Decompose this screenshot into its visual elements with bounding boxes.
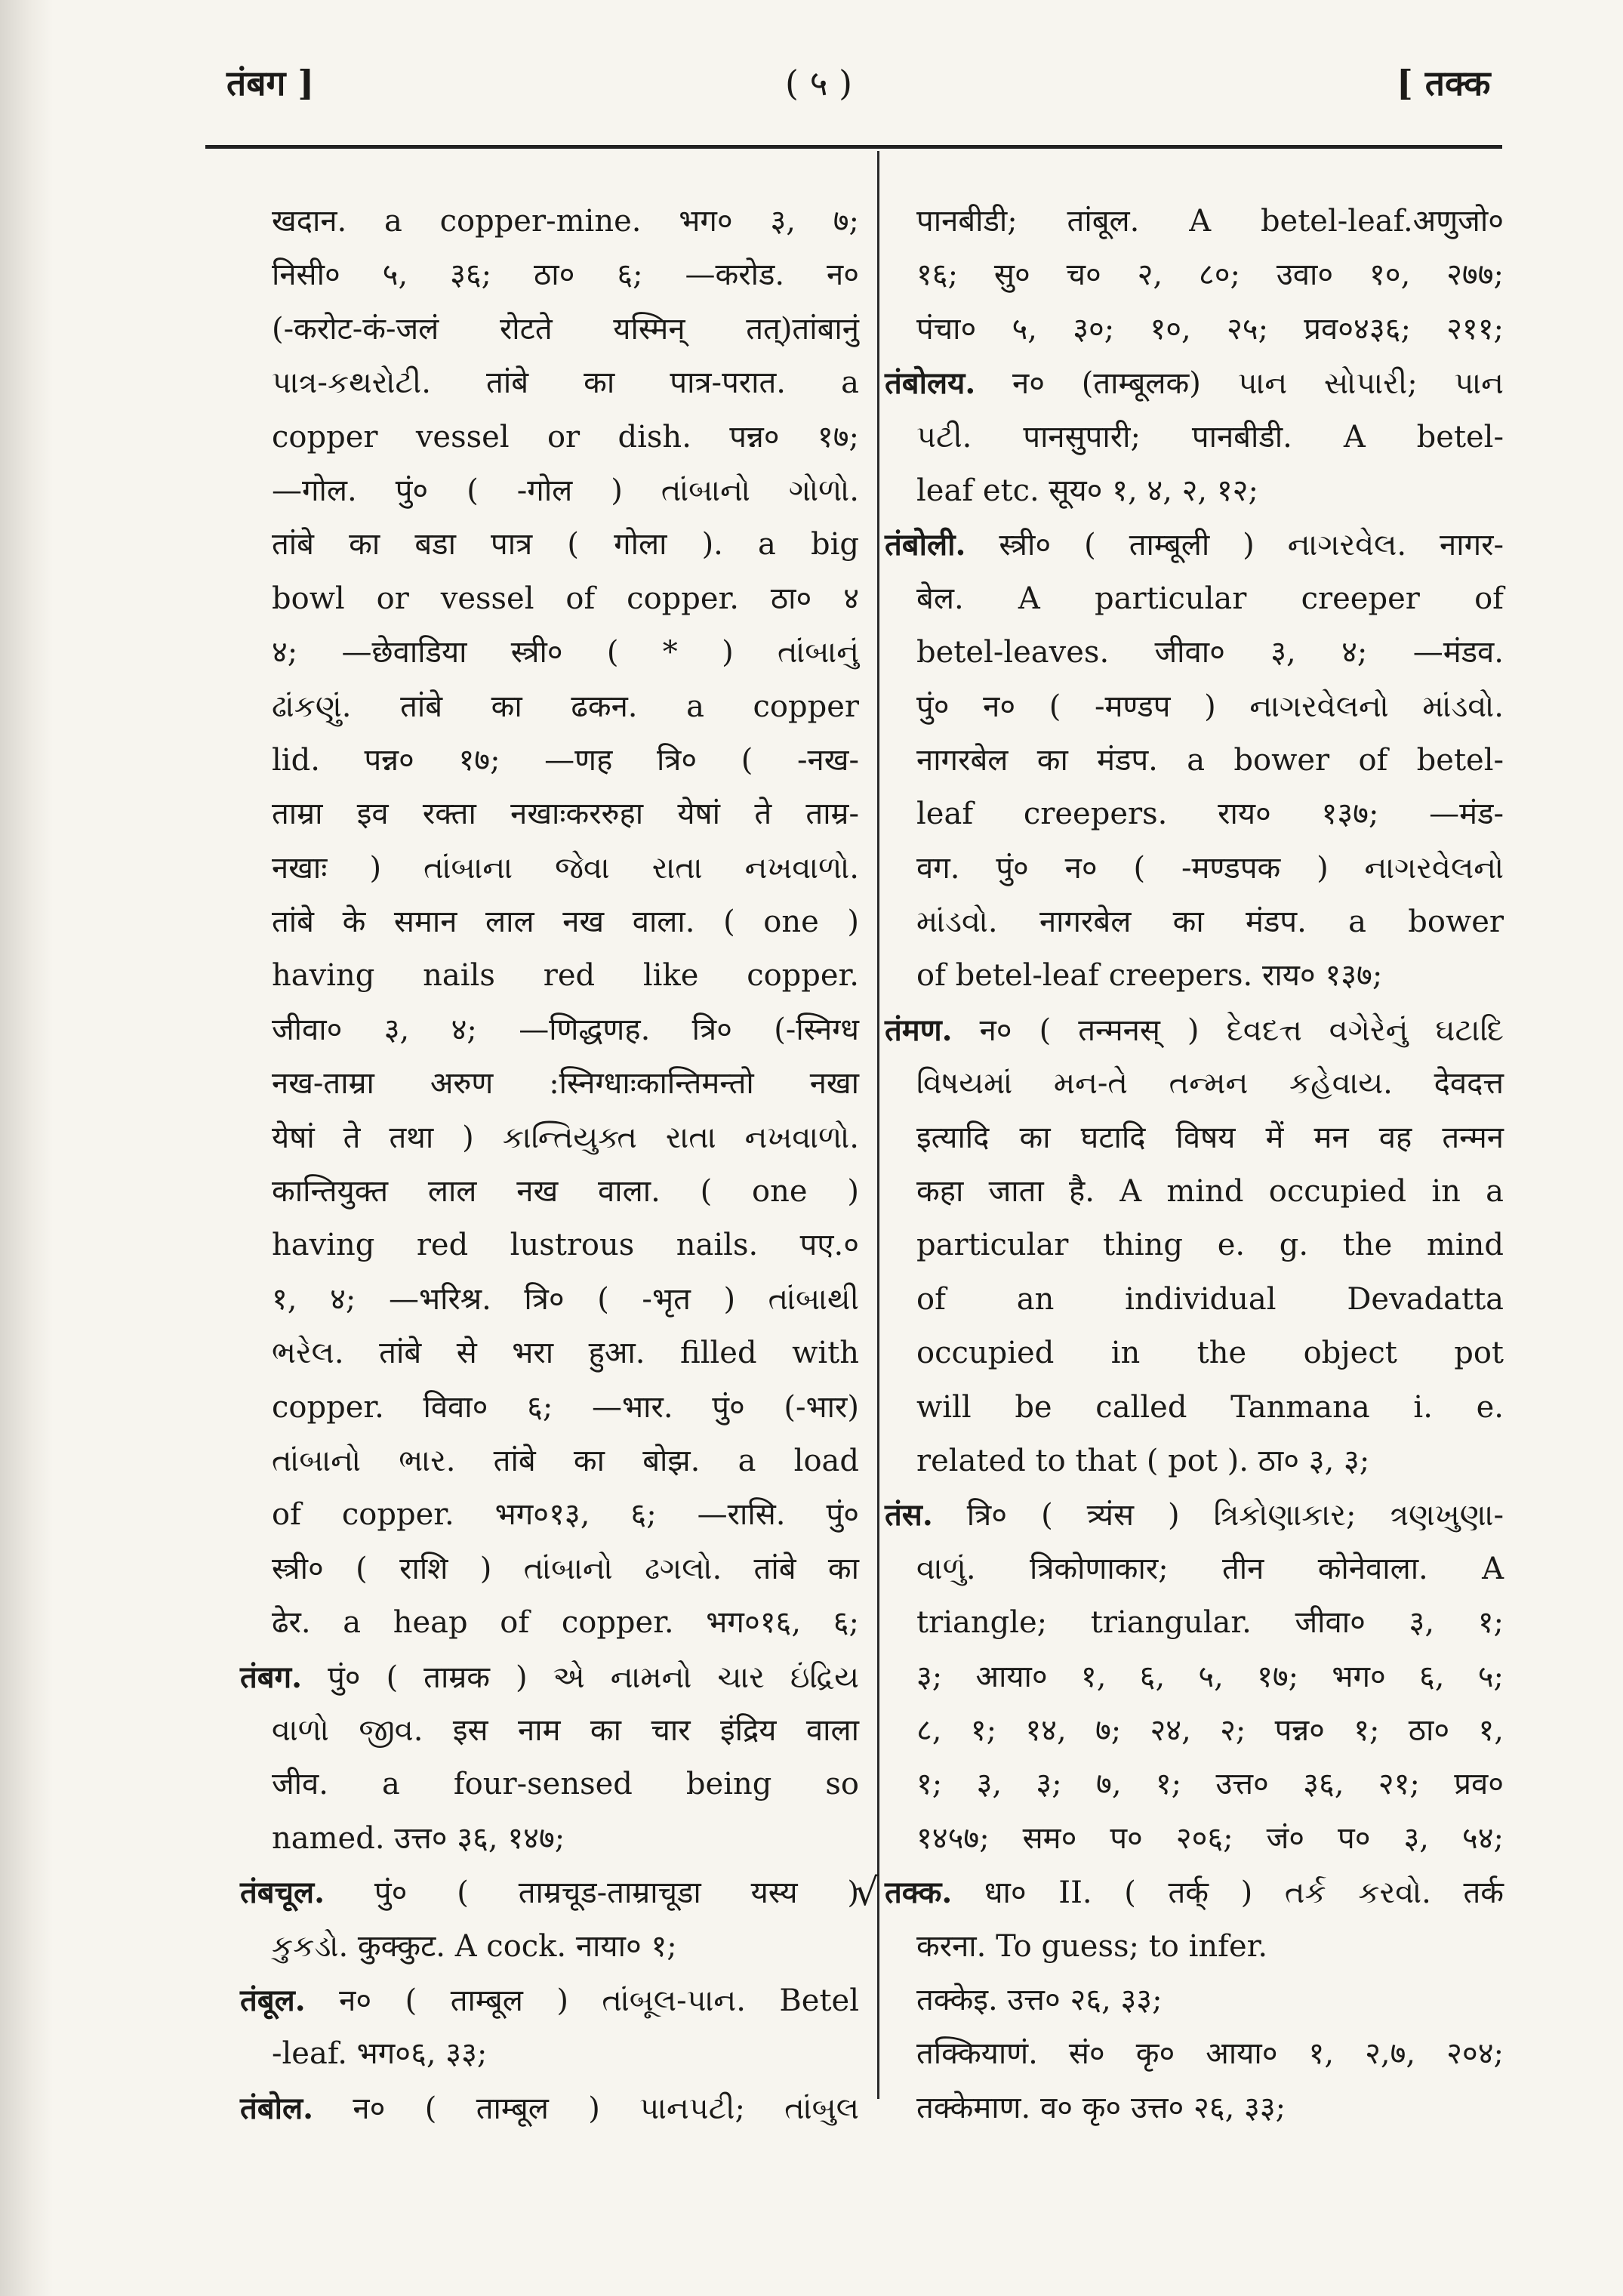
entry-text: leaf creepers. राय० १३७; —मंड- bbox=[916, 797, 1504, 832]
entry-text: -leaf. भग०६, ३३; bbox=[272, 2036, 488, 2072]
entry-line bbox=[885, 464, 1504, 518]
entry-line bbox=[885, 895, 1504, 949]
entry-text: तक्केइ. उत्त० २६, ३३; bbox=[916, 1982, 1163, 2017]
entry-text: ભરેલ. तांबे से भरा हुआ. filled with bbox=[272, 1336, 859, 1371]
entry-line bbox=[240, 949, 859, 1003]
entry-line bbox=[240, 1165, 859, 1219]
entry-text: इत्यादि का घटादि विषय में मन वह तन्मन bbox=[916, 1120, 1504, 1155]
entry-text: १६; सु० च० २, ८०; उवा० १०, २७७; bbox=[916, 257, 1504, 293]
entry-text: related to that ( pot ). ठा० ३, ३; bbox=[916, 1443, 1370, 1478]
column-divider bbox=[877, 151, 879, 2099]
entry-line bbox=[240, 1488, 859, 1542]
entry-line bbox=[885, 1057, 1504, 1111]
entry-text: जीव. a four-sensed being so bbox=[272, 1767, 859, 1802]
entry-text: of copper. भग०१३, ६; —रासि. पुं० bbox=[272, 1497, 859, 1533]
entry-text: ઢાંકણું. तांबे का ढकन. a copper bbox=[272, 689, 859, 724]
entry-text: पुं० न० ( -मण्डप ) નાગરવેલનો માંડવો. bbox=[916, 689, 1504, 724]
entry-text: named. उत्त० ३६, १४७; bbox=[272, 1820, 565, 1856]
entry-line bbox=[885, 842, 1504, 895]
entry-text: कहा जाता है. A mind occupied in a bbox=[916, 1174, 1504, 1210]
headword-entry: तंबग. पुं० ( ताम्रक ) એ નામનો ચાર ઇંદ્રિય bbox=[240, 1659, 859, 1695]
entry-line bbox=[885, 949, 1504, 1003]
entry-line bbox=[885, 1704, 1504, 1758]
entry-line bbox=[885, 2082, 1504, 2135]
headword-line bbox=[885, 356, 1504, 410]
entry-text: कान्तियुक्त लाल नख वाला. ( one ) bbox=[272, 1174, 859, 1210]
entry-text: occupied in the object pot bbox=[916, 1336, 1504, 1371]
entry-line bbox=[885, 1596, 1504, 1650]
entry-line bbox=[240, 1812, 859, 1866]
entry-text: तक्केमाण. व० कृ० उत्त० २६, ३३; bbox=[916, 2090, 1286, 2125]
entry-line bbox=[240, 1758, 859, 1811]
entry-text: —गोल. पुं० ( -गोल ) તાંબાનો ગોળો. bbox=[272, 473, 859, 508]
entry-text: of betel-leaf creepers. राय० १३७; bbox=[916, 958, 1383, 994]
entry-line bbox=[240, 1435, 859, 1488]
entry-line bbox=[240, 2027, 859, 2081]
entry-line bbox=[240, 734, 859, 787]
headword-line bbox=[240, 1650, 859, 1704]
entry-text: (-करोट-कं-जलं रोटते यस्मिन् तत्)तांबानुं bbox=[272, 311, 859, 347]
entry-line bbox=[240, 895, 859, 949]
entry-line bbox=[240, 303, 859, 356]
headword: तंबग. bbox=[240, 1659, 303, 1695]
entry-line bbox=[240, 1704, 859, 1758]
entry-line bbox=[240, 195, 859, 248]
entry-text: particular thing e. g. the mind bbox=[916, 1228, 1504, 1263]
entry-text: betel-leaves. जीवा० ३, ४; —मंडव. bbox=[916, 635, 1504, 670]
headword-line bbox=[885, 518, 1504, 572]
entry-line bbox=[885, 2027, 1504, 2081]
headword-entry: तंबोली. स्त्री० ( ताम्बूली ) નાગરવેલ. नागर- bbox=[885, 527, 1504, 563]
header-rule bbox=[205, 145, 1502, 149]
headword-entry: तंबोलय. न० (ताम्बूलक) પાન સોપારી; પાન bbox=[885, 365, 1504, 402]
entry-text: ४; —छेवाडिया स्त्री० ( * ) તાંબાનું bbox=[272, 635, 859, 670]
scanned-page-edge bbox=[0, 0, 53, 2296]
entry-line bbox=[885, 1327, 1504, 1380]
entry-line bbox=[240, 1381, 859, 1435]
entry-line bbox=[240, 1111, 859, 1165]
entry-line bbox=[885, 626, 1504, 680]
headword-line bbox=[240, 1974, 859, 2027]
headword: तंमण. bbox=[885, 1012, 953, 1048]
headword: तंबचूल. bbox=[240, 1875, 325, 1911]
entry-line bbox=[885, 1542, 1504, 1596]
entry-text: તાંબાનો ભાર. तांबे का बोझ. a load bbox=[272, 1443, 859, 1478]
entry-line bbox=[885, 1381, 1504, 1435]
entry-line bbox=[885, 1435, 1504, 1488]
entry-line bbox=[885, 1920, 1504, 1974]
root-mark-icon: √ bbox=[855, 1870, 879, 1915]
entry-text: leaf etc. सूय० १, ४, २, १२; bbox=[916, 473, 1258, 508]
entry-text: बेल. A particular creeper of bbox=[916, 581, 1504, 616]
headword-line bbox=[855, 1866, 1504, 1919]
entry-text: કુકડો. कुक्कुट. A cock. नाया० १; bbox=[272, 1928, 677, 1964]
entry-line bbox=[240, 1003, 859, 1057]
entry-text: खदान. a copper-mine. भग० ३, ७; bbox=[272, 204, 859, 239]
headword-entry: तंबूल. न० ( ताम्बूल ) તાંબૂલ-પાન. Betel bbox=[240, 1982, 859, 2018]
entry-text: तांबे का बडा पात्र ( गोला ). a big bbox=[272, 527, 859, 562]
entry-line bbox=[240, 1327, 859, 1380]
entry-text: પટી. पानसुपारी; पानबीडी. A betel- bbox=[916, 419, 1504, 455]
entry-text: ताम्रा इव रक्ता नखाःकररुहा येषां ते ताम्र- bbox=[272, 797, 859, 832]
entry-line bbox=[240, 411, 859, 464]
entry-text: करना. To guess; to infer. bbox=[916, 1928, 1268, 1964]
entry-text: lid. पन्न० १७; —णह त्रि० ( -नख- bbox=[272, 742, 859, 778]
entry-text: येषां ते तथा ) કાન્તિયુક્ત રાતા નખવાળો. bbox=[272, 1120, 859, 1155]
entry-line bbox=[885, 1219, 1504, 1272]
entry-line bbox=[885, 734, 1504, 787]
entry-text: ८, १; १४, ७; २४, २; पन्न० १; ठा० १, bbox=[916, 1712, 1504, 1748]
entry-text: copper. विवा० ६; —भार. पुं० (-भार) bbox=[272, 1389, 859, 1425]
entry-text: triangle; triangular. जीवा० ३, १; bbox=[916, 1605, 1504, 1641]
entry-line bbox=[240, 464, 859, 518]
entry-text: जीवा० ३, ४; —णिद्धणह. त्रि० (-स्निग्ध bbox=[272, 1012, 859, 1047]
entry-line bbox=[240, 1596, 859, 1650]
entry-text: निसी० ५, ३६; ठा० ६; —करोड. न० bbox=[272, 257, 859, 293]
entry-line bbox=[885, 572, 1504, 626]
headword-line bbox=[240, 2082, 859, 2135]
entry-text: नागरबेल का मंडप. a bower of betel- bbox=[916, 742, 1504, 778]
left-column bbox=[240, 195, 859, 2135]
headword-line bbox=[240, 1866, 859, 1919]
entry-text: पंचा० ५, ३०; १०, २५; प्रव०४३६; २११; bbox=[916, 311, 1504, 347]
entry-line bbox=[885, 248, 1504, 302]
entry-line bbox=[240, 572, 859, 626]
entry-text: વાળું. त्रिकोणाकार; तीन कोनेवाला. A bbox=[916, 1551, 1504, 1586]
headword-line bbox=[885, 1488, 1504, 1542]
entry-text: having red lustrous nails. पए.० bbox=[272, 1228, 859, 1263]
headword-line bbox=[885, 1003, 1504, 1057]
entry-line bbox=[240, 1542, 859, 1596]
entry-line bbox=[240, 356, 859, 410]
entry-line bbox=[240, 518, 859, 572]
entry-line bbox=[885, 195, 1504, 248]
entry-text: १, ४; —भरिश्र. त्रि० ( -भृत ) તાંબાથી bbox=[272, 1281, 859, 1317]
entry-text: bowl or vessel of copper. ठा० ४ bbox=[272, 581, 859, 616]
entry-text: ३; आया० १, ६, ५, १७; भग० ६, ५; bbox=[916, 1659, 1504, 1694]
entry-line bbox=[240, 680, 859, 734]
entry-text: માંડવો. नागरबेल का मंडप. a bower bbox=[916, 905, 1504, 940]
entry-text: नखाः ) તાંબાના જેવા રાતા નખવાળો. bbox=[272, 850, 859, 886]
entry-text: વાળો જીવ. इस नाम का चार इंद्रिय वाला bbox=[272, 1712, 859, 1748]
entry-line bbox=[885, 411, 1504, 464]
entry-line bbox=[885, 680, 1504, 734]
entry-text: will be called Tanmana i. e. bbox=[916, 1389, 1504, 1425]
headword-entry: तंबोल. न० ( ताम्बूल ) પાનપટી; તાંબુલ bbox=[240, 2090, 859, 2126]
entry-line bbox=[885, 787, 1504, 841]
entry-line bbox=[240, 626, 859, 680]
entry-line bbox=[885, 1812, 1504, 1866]
headword: तंबूल. bbox=[240, 1982, 306, 2018]
headword-entry: तक्क. धा० II. ( तर्क् ) તર્ક કરવો. तर्क bbox=[885, 1875, 1504, 1911]
entry-text: तांबे के समान लाल नख वाला. ( one ) bbox=[272, 905, 859, 940]
entry-text: of an individual Devadatta bbox=[916, 1281, 1504, 1317]
running-head-right: [ तक्क bbox=[1397, 63, 1491, 103]
entry-line bbox=[885, 1974, 1504, 2027]
entry-text: copper vessel or dish. पन्न० १७; bbox=[272, 419, 859, 455]
entry-line bbox=[885, 1758, 1504, 1811]
entry-text: वग. पुं० न० ( -मण्डपक ) નાગરવેલનો bbox=[916, 850, 1504, 886]
entry-line bbox=[240, 787, 859, 841]
headword-entry: तंमण. न० ( तन्मनस् ) દેવદત્ત વગેરેનું ઘટાદિ bbox=[885, 1012, 1504, 1048]
entry-text: १; ३, ३; ७, १; उत्त० ३६, २१; प्रव० bbox=[916, 1767, 1504, 1802]
entry-line bbox=[885, 1165, 1504, 1219]
entry-line bbox=[885, 1111, 1504, 1165]
running-head-left: तंबग ] bbox=[226, 63, 315, 103]
headword: तंबोली. bbox=[885, 527, 966, 563]
entry-text: ढेर. a heap of copper. भग०१६, ६; bbox=[272, 1605, 859, 1641]
headword: तंबोलय. bbox=[885, 365, 976, 402]
entry-text: १४५७; सम० प० २०६; जं० प० ३, ५४; bbox=[916, 1820, 1504, 1856]
entry-text: પાત્ર-કથરોટી. तांबे का पात्र-परात. a bbox=[272, 365, 859, 401]
entry-text: पानबीडी; तांबूल. A betel-leaf.अणुजो० bbox=[916, 204, 1504, 239]
entry-line bbox=[885, 303, 1504, 356]
entry-text: नख-ताम्रा अरुण :स्निग्धाःकान्तिमन्तो नखा bbox=[272, 1066, 859, 1102]
headword: तंस. bbox=[885, 1497, 933, 1533]
page-number: ( ५ ) bbox=[785, 63, 853, 103]
entry-text: तक्कियाणं. सं० कृ० आया० १, २,७, २०४; bbox=[916, 2036, 1504, 2072]
entry-text: વિષયમાં મન-તે તન્મન કહેવાય. देवदत्त bbox=[916, 1066, 1504, 1102]
entry-line bbox=[240, 248, 859, 302]
headword: तंबोल. bbox=[240, 2090, 314, 2126]
entry-line bbox=[240, 1920, 859, 1974]
entry-line bbox=[240, 1273, 859, 1327]
entry-line bbox=[240, 1219, 859, 1272]
headword-entry: तंबचूल. पुं० ( ताम्रचूड-ताम्राचूडा यस्य ) bbox=[240, 1875, 859, 1911]
headword: तक्क. bbox=[885, 1875, 953, 1911]
headword-entry: तंस. त्रि० ( त्र्यंस ) ત્રિકોણાકાર; ત્રણખુણા- bbox=[885, 1497, 1504, 1533]
entry-line bbox=[240, 842, 859, 895]
entry-line bbox=[240, 1057, 859, 1111]
entry-text: having nails red like copper. bbox=[272, 958, 859, 994]
right-column bbox=[855, 195, 1504, 2135]
entry-text: स्त्री० ( राशि ) તાંબાનો ઢગલો. तांबे का bbox=[272, 1551, 859, 1586]
entry-line bbox=[885, 1650, 1504, 1704]
entry-line bbox=[885, 1273, 1504, 1327]
